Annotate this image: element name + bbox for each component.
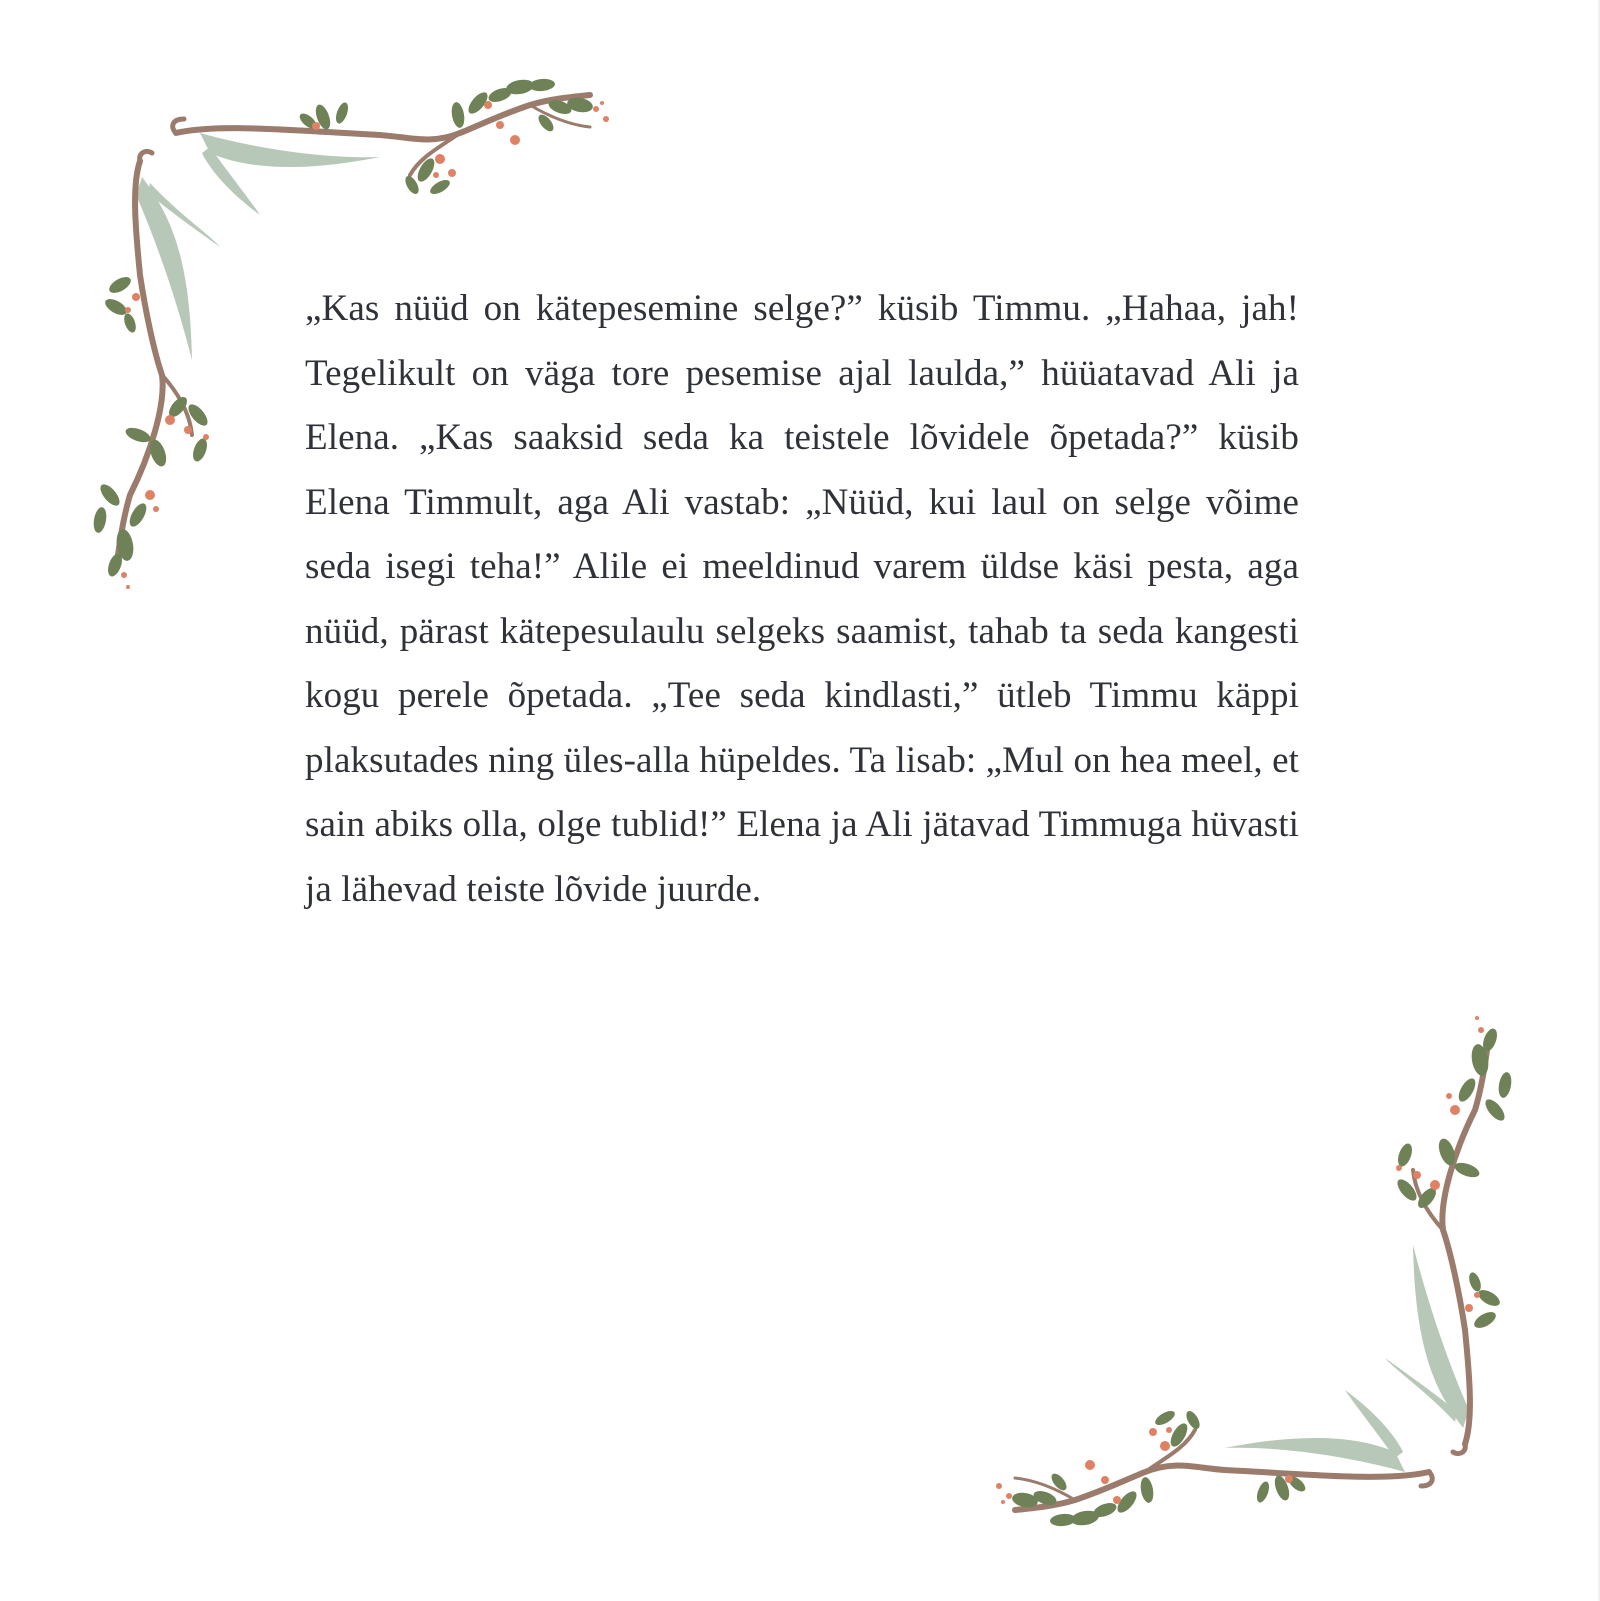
light-leaf bbox=[200, 133, 380, 167]
dark-leaves bbox=[1011, 1027, 1513, 1528]
story-paragraph: „Kas nüüd on kätepesemine selge?” küsib Timmu. „Hahaa, jah! Tegelikult on väga tore pesemise ajal laulda,” hüüatavad Ali ja Elena. „Kas saaksid seda ka teistele lõvidele õpetada?” küsib Elena Timmult, aga Ali vastab: „Nüüd, kui laul on selge võime seda isegi teha!” Alile ei meeldinud varem üldse käsi pesta, aga nüüd, pärast kätepesulaulu selgeks saamist, tahab ta seda kangesti kogu perele õpetada. „Tee seda kindlasti,” ütleb Timmu käppi plaksutades ning üles-alla hüpeldes. Ta lisab: „Mul on hea meel, et sain abiks olla, olge tublid!” Elena ja Ali jätavad Timmuga hüvasti ja lähevad teiste lõvide juurde. bbox=[305, 288, 1299, 910]
vine-corner-ornament-bottom-right bbox=[985, 995, 1525, 1530]
light-leaves bbox=[1225, 1245, 1469, 1472]
berries bbox=[996, 1016, 1484, 1504]
light-leaf bbox=[1225, 1438, 1405, 1472]
